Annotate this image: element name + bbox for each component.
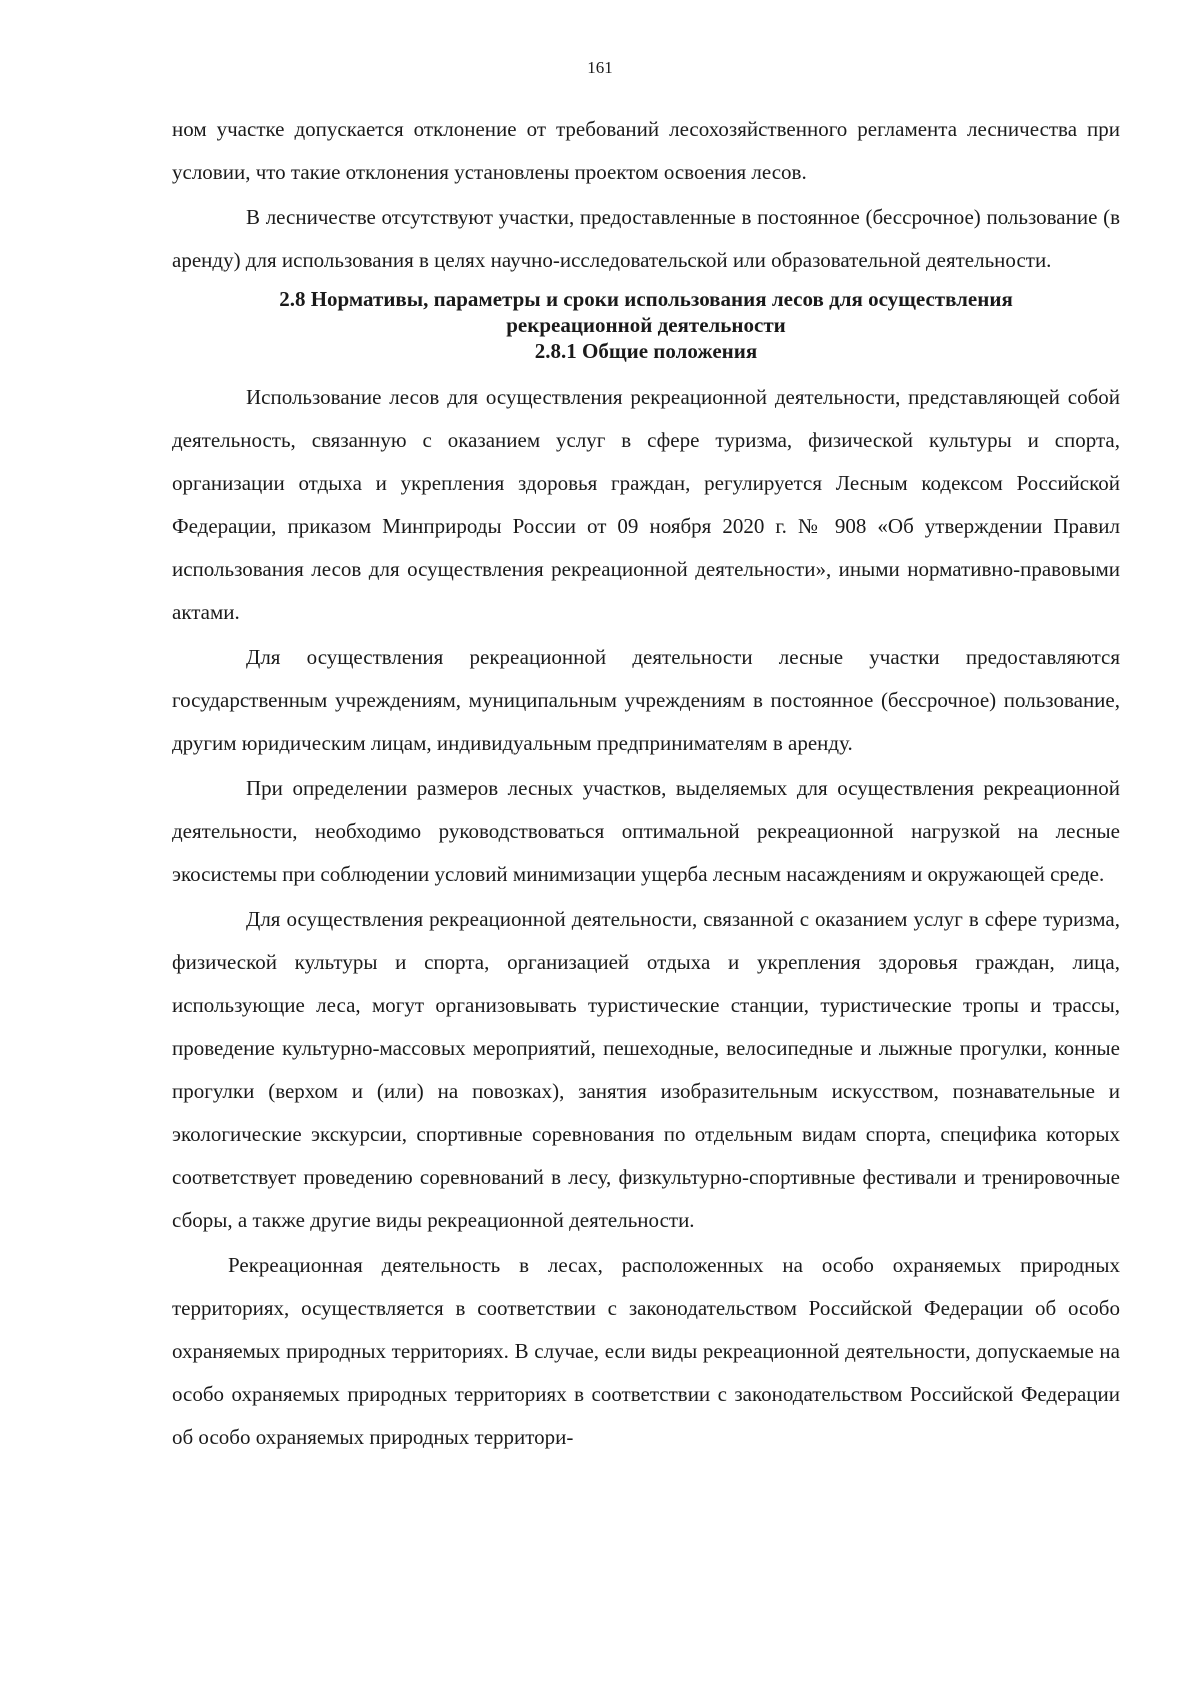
paragraph-protected-areas: Рекреационная деятельность в лесах, расположенных на особо охраняемых природных территориях, осуществляется в соответствии с законодательством Российской Федерации об особо охраняемых природных территориях. В случае, если виды рекреационной деятельности, допускаемые на особо охраняемых природных территориях в соответствии с законодательством Российской Федерации об особо охраняемых природных территори- [172, 1253, 1120, 1449]
paragraph-regulation: Использование лесов для осуществления рекреационной деятельности, представляющей собой деятельность, связанную с оказанием услуг в сфере туризма, физической культуры и спорта, организации отдыха и укрепления здоровья граждан, регулируется Лесным кодексом Российской Федерации, приказом Минприроды России от 09 ноября 2020 г. № 908 «Об утверждении Правил использования лесов для осуществления рекреационной деятельности», иными нормативно-правовыми актами. [172, 385, 1120, 624]
paragraph-continuation: ном участке допускается отклонение от требований лесохозяйственного регламента лесничества при условии, что такие отклонения установлены проектом освоения лесов. [172, 117, 1120, 184]
paragraph-plot-size: При определении размеров лесных участков, выделяемых для осуществления рекреационной деятельности, необходимо руководствоваться оптимальной рекреационной нагрузкой на лесные экосистемы при соблюдении условий минимизации ущерба лесным насаждениям и окружающей среде. [172, 776, 1120, 886]
section-heading [172, 286, 1120, 364]
subsection-title: 2.8.1 Общие положения [534, 339, 758, 363]
paragraph-activities: Для осуществления рекреационной деятельности, связанной с оказанием услуг в сфере туризма, физической культуры и спорта, организацией отдыха и укрепления здоровья граждан, лица, использующие леса, могут организовывать туристические станции, туристические тропы и трассы, проведение культурно-массовых мероприятий, пешеходные, велосипедные и лыжные прогулки, конные прогулки (верхом и (или) на повозках), занятия изобразительным искусством, познавательные и экологические экскурсии, спортивные соревнования по отдельным видам спорта, специфика которых соответствует проведению соревнований в лесу, физкультурно-спортивные фестивали и тренировочные сборы, а также другие виды рекреационной деятельности. [172, 907, 1120, 1232]
page-number: 161 [587, 58, 613, 77]
paragraph-no-research-plots: В лесничестве отсутствуют участки, предоставленные в постоянное (бессрочное) пользование (в аренду) для использования в целях научно-исследовательской или образовательной деятельности. [172, 205, 1120, 272]
paragraph-provision: Для осуществления рекреационной деятельности лесные участки предоставляются государственным учреждениям, муниципальным учреждениям в постоянное (бессрочное) пользование, другим юридическим лицам, индивидуальным предпринимателям в аренду. [172, 645, 1120, 755]
document-body [172, 108, 1120, 1461]
section-title-line-2: рекреационной деятельности [506, 313, 786, 337]
section-title-line-1: 2.8 Нормативы, параметры и сроки использования лесов для осуществления [279, 287, 1013, 311]
